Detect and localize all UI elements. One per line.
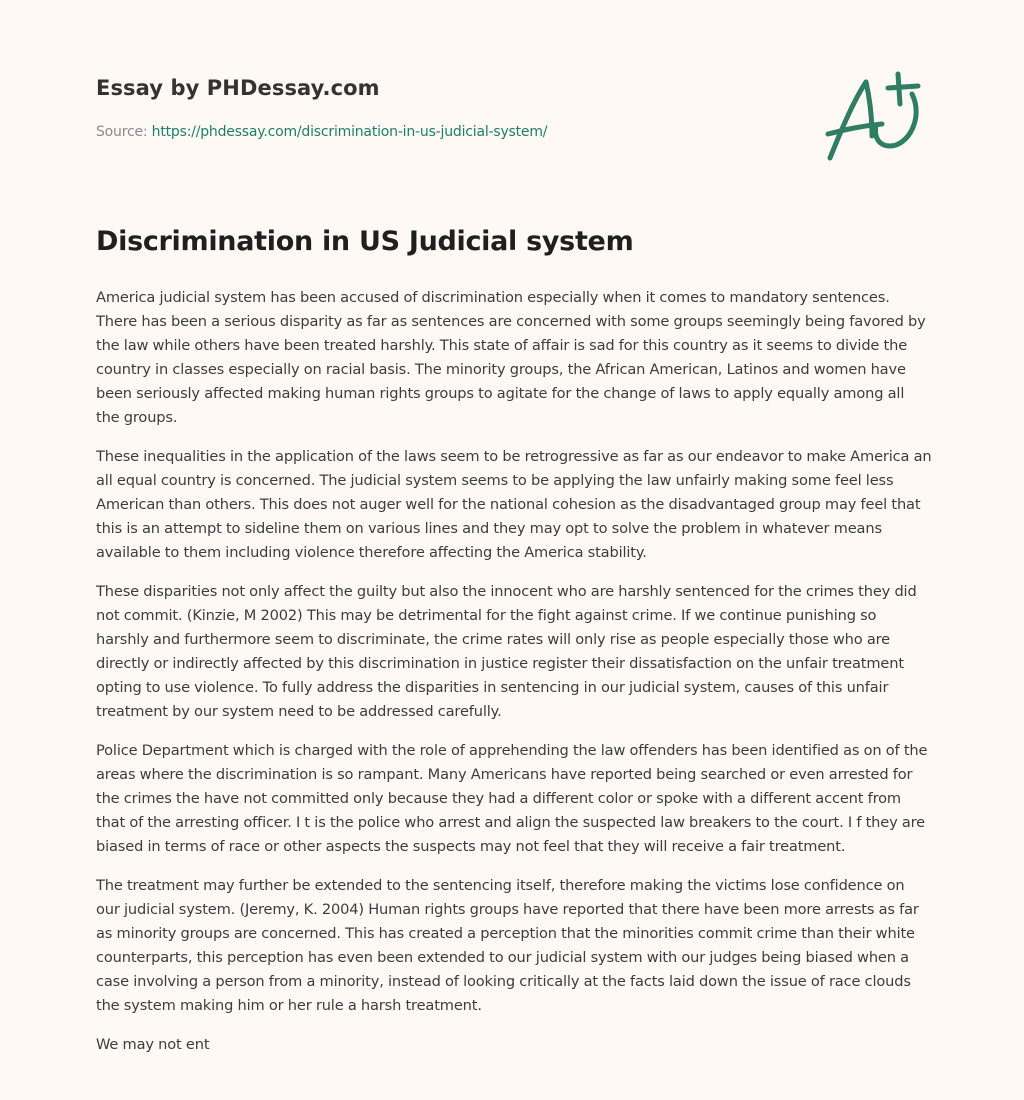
source-line	[96, 124, 547, 140]
essay-paragraph-3: These disparities not only affect the guilty but also the innocent who are harshly sentenced for the crimes they did not commit. (Kinzie, M 2002) This may be detrimental for the fight against crime. If we continue punishing so harshly and furthermore seem to discriminate, the crime rates will only rise as people especially those who are directly or indirectly affected by this discrimination in justice register their dissatisfaction on the unfair treatment opting to use violence. To fully address the disparities in sentencing in our judicial system, causes of this unfair treatment by our system need to be addressed carefully.	[96, 583, 917, 720]
page-header	[96, 0, 928, 200]
source-label: Source:	[96, 124, 152, 140]
essay-paragraph-5: The treatment may further be extended to the sentencing itself, therefore making the victims lose confidence on our judicial system. (Jeremy, K. 2004) Human rights groups have reported that there have been more arrests as far as minority groups are concerned. This has created a perception that the minorities commit crime than their white counterparts, this perception has even been extended to our judicial system with our judges being biased when a case involving a person from a minority, instead of looking critically at the facts laid down the issue of race clouds the system making him or her rule a harsh treatment.	[96, 877, 919, 1014]
essay-paragraph-1: America judicial system has been accused of discrimination especially when it comes to mandatory sentences. There has been a serious disparity as far as sentences are concerned with some groups seemingly being favored by the law while others have been treated harshly. This state of affair is sad for this country as it seems to divide the country in classes especially on racial basis. The minority groups, the African American, Latinos and women have been seriously affected making human rights groups to agitate for the change of laws to apply equally among all the groups.	[96, 289, 926, 426]
a-plus-logo-icon	[820, 66, 930, 166]
essay-body	[96, 286, 932, 1072]
essay-paragraph-2: These inequalities in the application of the laws seem to be retrogressive as far as our endeavor to make America an all equal country is concerned. The judicial system seems to be applying the law unfairly making some feel less American than others. This does not auger well for the national cohesion as the disadvantaged group may feel that this is an attempt to sideline them on various lines and they may opt to solve the problem in whatever means available to them including violence therefore affecting the America stability.	[96, 448, 932, 561]
source-link[interactable]: https://phdessay.com/discrimination-in-us-judicial-system/	[151, 124, 548, 140]
essay-paragraph-4: Police Department which is charged with the role of apprehending the law offenders has been identified as on of the areas where the discrimination is so rampant. Many Americans have reported being searched or even arrested for the crimes the have not committed only because they had a different color or spoke with a different accent from that of the arresting officer. I t is the police who arrest and align the suspected law breakers to the court. I f they are biased in terms of race or other aspects the suspects may not feel that they will receive a fair treatment.	[96, 742, 928, 855]
site-title: Essay by PHDessay.com	[96, 76, 380, 100]
essay-paragraph-6-truncated: We may not ent	[96, 1036, 210, 1053]
essay-title: Discrimination in US Judicial system	[96, 226, 634, 257]
